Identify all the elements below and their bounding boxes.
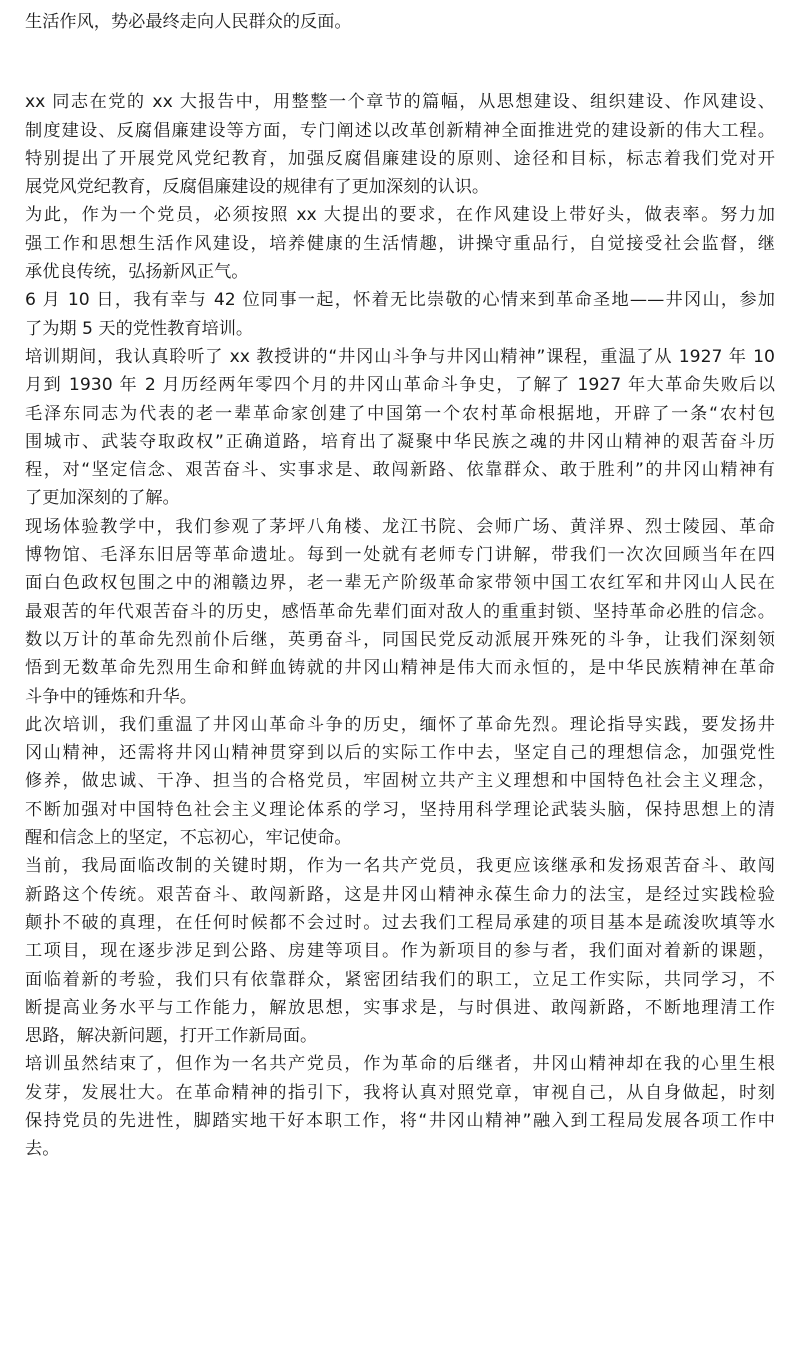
text-line: 新路这个传统。艰苦奋斗、敢闯新路，这是井冈山精神永葆生命力的法宝，是经过实践检验 bbox=[25, 884, 775, 905]
document-body bbox=[25, 8, 775, 1164]
text-line: 展党风党纪教育，反腐倡廉建设的规律有了更加深刻的认识。 bbox=[25, 177, 490, 198]
text-line: 当前，我局面临改制的关键时期，作为一名共产党员，我更应该继承和发扬艰苦奋斗、敢闯 bbox=[25, 856, 775, 877]
paragraph bbox=[25, 1050, 775, 1163]
text-line: 去。 bbox=[25, 1139, 60, 1160]
text-line: 现场体验教学中，我们参观了茅坪八角楼、龙江书院、会师广场、黄洋界、烈士陵园、革命 bbox=[25, 516, 775, 537]
text-line: 特别提出了开展党风党纪教育，加强反腐倡廉建设的原则、途径和目标，标志着我们党对开 bbox=[25, 148, 775, 169]
paragraphs bbox=[25, 88, 775, 1163]
paragraph bbox=[25, 201, 775, 286]
text-line: 面白色政权包围之中的湘赣边界，老一辈无产阶级革命家带领中国工农红军和井冈山人民在 bbox=[25, 573, 775, 594]
text-line: 制度建设、反腐倡廉建设等方面，专门阐述以改革创新精神全面推进党的建设新的伟大工程。 bbox=[25, 120, 775, 141]
paragraph bbox=[25, 88, 775, 201]
text-line: 培训虽然结束了，但作为一名共产党员，作为革命的后继者，井冈山精神却在我的心里生根 bbox=[25, 1054, 775, 1075]
text-line: 围城市、武装夺取政权”正确道路，培育出了凝聚中华民族之魂的井冈山精神的艰苦奋斗历 bbox=[25, 431, 775, 452]
text-line: 生活作风，势必最终走向人民群众的反面。 bbox=[25, 12, 352, 32]
text-line: 面临着新的考验，我们只有依靠群众，紧密团结我们的职工，立足工作实际，共同学习，不 bbox=[25, 969, 775, 990]
paragraph bbox=[25, 286, 775, 343]
intro-paragraph-tail bbox=[25, 8, 775, 36]
text-line: 冈山精神，还需将井冈山精神贯穿到以后的实际工作中去，坚定自己的理想信念，加强党性 bbox=[25, 743, 775, 764]
text-line: 断提高业务水平与工作能力，解放思想，实事求是，与时俱进、敢闯新路，不断地理清工作 bbox=[25, 997, 775, 1018]
text-line: 悟到无数革命先烈用生命和鲜血铸就的井冈山精神是伟大而永恒的，是中华民族精神在革命 bbox=[25, 658, 775, 679]
text-line: xx 同志在党的 xx 大报告中，用整整一个章节的篇幅，从思想建设、组织建设、作风建设、 bbox=[25, 92, 775, 113]
text-line: 承优良传统，弘扬新风正气。 bbox=[25, 262, 249, 283]
paragraph-gap bbox=[25, 36, 775, 88]
text-line: 6 月 10 日，我有幸与 42 位同事一起，怀着无比崇敬的心情来到革命圣地——井冈山，参加 bbox=[25, 290, 775, 311]
text-line: 了更加深刻的了解。 bbox=[25, 488, 180, 509]
paragraph bbox=[25, 852, 775, 1050]
text-line: 数以万计的革命先烈前仆后继，英勇奋斗，同国民党反动派展开殊死的斗争，让我们深刻领 bbox=[25, 629, 775, 650]
paragraph bbox=[25, 343, 775, 513]
text-line: 强工作和思想生活作风建设，培养健康的生活情趣，讲操守重品行，自觉接受社会监督，继 bbox=[25, 233, 775, 254]
text-line: 此次培训，我们重温了井冈山革命斗争的历史，缅怀了革命先烈。理论指导实践，要发扬井 bbox=[25, 714, 775, 735]
text-line: 培训期间，我认真聆听了 xx 教授讲的“井冈山斗争与井冈山精神”课程，重温了从 1927 年 10 bbox=[25, 346, 775, 367]
text-line: 醒和信念上的坚定，不忘初心，牢记使命。 bbox=[25, 828, 352, 849]
text-line: 程，对“坚定信念、艰苦奋斗、实事求是、敢闯新路、依靠群众、敢于胜利”的井冈山精神有 bbox=[25, 460, 775, 481]
text-line: 工项目，现在逐步涉足到公路、房建等项目。作为新项目的参与者，我们面对着新的课题， bbox=[25, 941, 775, 962]
text-line: 思路，解决新问题，打开工作新局面。 bbox=[25, 1026, 318, 1047]
text-line: 发芽，发展壮大。在革命精神的指引下，我将认真对照党章，审视自己，从自身做起，时刻 bbox=[25, 1082, 775, 1103]
text-line: 博物馆、毛泽东旧居等革命遗址。每到一处就有老师专门讲解，带我们一次次回顾当年在四 bbox=[25, 545, 775, 566]
text-line: 颠扑不破的真理，在任何时候都不会过时。过去我们工程局承建的项目基本是疏浚吹填等水 bbox=[25, 912, 775, 933]
text-line: 保持党员的先进性，脚踏实地干好本职工作，将“井冈山精神”融入到工程局发展各项工作中 bbox=[25, 1110, 775, 1131]
text-line: 月到 1930 年 2 月历经两年零四个月的井冈山革命斗争史，了解了 1927 年大革命失败后以 bbox=[25, 375, 775, 396]
text-line: 斗争中的锤炼和升华。 bbox=[25, 686, 197, 707]
text-line: 修养，做忠诚、干净、担当的合格党员，牢固树立共产主义理想和中国特色社会主义理念， bbox=[25, 771, 775, 792]
text-line: 了为期 5 天的党性教育培训。 bbox=[25, 318, 254, 339]
paragraph bbox=[25, 513, 775, 711]
text-line: 不断加强对中国特色社会主义理论体系的学习，坚持用科学理论武装头脑，保持思想上的清 bbox=[25, 799, 775, 820]
text-line: 毛泽东同志为代表的老一辈革命家创建了中国第一个农村革命根据地，开辟了一条“农村包 bbox=[25, 403, 775, 424]
text-line: 为此，作为一个党员，必须按照 xx 大提出的要求，在作风建设上带好头，做表率。努力加 bbox=[25, 205, 775, 226]
paragraph bbox=[25, 711, 775, 852]
text-line: 最艰苦的年代艰苦奋斗的历史，感悟革命先辈们面对敌人的重重封锁、坚持革命必胜的信念。 bbox=[25, 601, 775, 622]
